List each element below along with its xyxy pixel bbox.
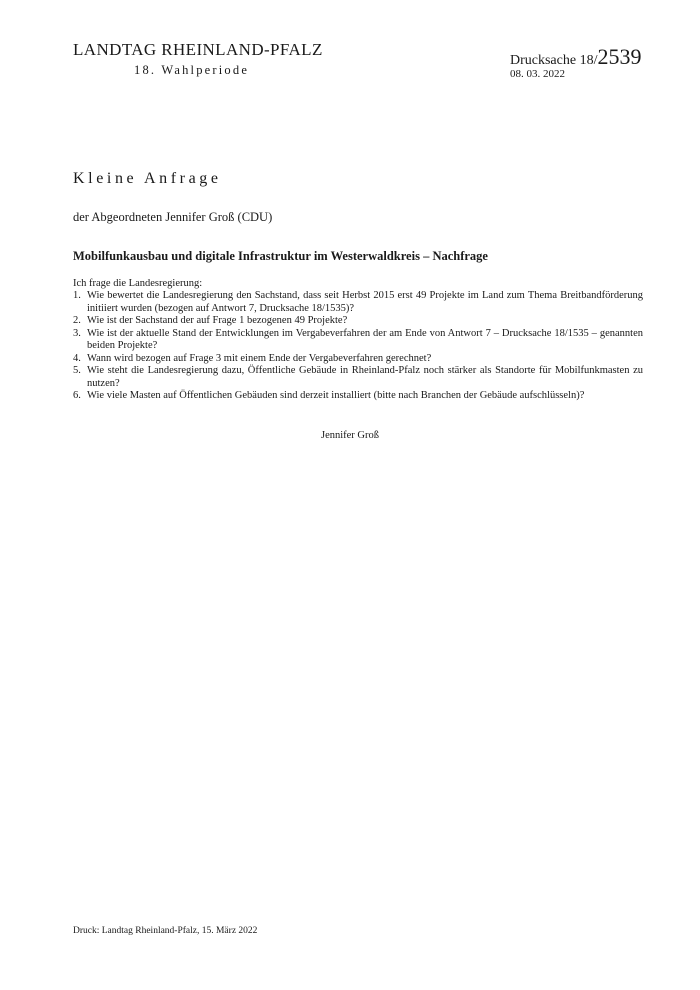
question-number: 2. — [73, 315, 81, 326]
question-number: 3. — [73, 327, 81, 339]
question-text: Wie bewertet die Landesregierung den Sachstand, dass seit Herbst 2015 erst 49 Projekte im Land zum Thema Breitbandförderung initiiert wurden (bezogen auf Antwort 7, Drucksache 18/1535)? — [87, 290, 643, 314]
question-text: Wie ist der aktuelle Stand der Entwicklungen im Vergabeverfahren der am Ende von Antwort 7 – Drucksache 18/1535 – genannten beiden Projekte? — [87, 327, 643, 351]
parliament-title: LANDTAG RHEINLAND-PFALZ — [73, 40, 323, 59]
drucksache-reference — [510, 44, 641, 70]
drucksache-label: Drucksache 18/ — [510, 53, 598, 68]
document-kind: Kleine Anfrage — [73, 170, 222, 187]
question-item — [73, 315, 643, 328]
question-text: Wie viele Masten auf Öffentlichen Gebäuden sind derzeit installiert (bitte nach Branchen der Gebäude aufschlüsseln)? — [87, 390, 585, 401]
question-item — [73, 390, 643, 403]
question-number: 5. — [73, 365, 81, 376]
question-item — [73, 365, 643, 390]
question-item — [73, 353, 643, 366]
author-line: der Abgeordneten Jennifer Groß (CDU) — [73, 210, 273, 224]
document-subject: Mobilfunkausbau und digitale Infrastruktur im Westerwaldkreis – Nachfrage — [73, 249, 488, 263]
question-text: Wann wird bezogen auf Frage 3 mit einem Ende der Vergabeverfahren gerechnet? — [87, 352, 432, 364]
drucksache-number: 2539 — [597, 44, 642, 69]
question-text: Wie steht die Landesregierung dazu, Öffentliche Gebäude in Rheinland-Pfalz noch stärker als Standorte für Mobilfunkmasten zu nutzen? — [87, 365, 643, 389]
print-footer: Druck: Landtag Rheinland-Pfalz, 15. März 2022 — [73, 926, 258, 936]
drucksache-date: 08. 03. 2022 — [510, 68, 565, 80]
question-number: 4. — [73, 352, 81, 364]
question-text: Wie ist der Sachstand der auf Frage 1 bezogenen 49 Projekte? — [87, 315, 348, 326]
legislative-period: 18. Wahlperiode — [134, 63, 250, 77]
signature: Jennifer Groß — [320, 430, 380, 441]
question-list — [73, 290, 643, 403]
question-number: 1. — [73, 290, 81, 301]
question-number: 6. — [73, 390, 81, 401]
question-item — [73, 328, 643, 353]
question-item — [73, 290, 643, 315]
intro-text: Ich frage die Landesregierung: — [73, 278, 203, 289]
